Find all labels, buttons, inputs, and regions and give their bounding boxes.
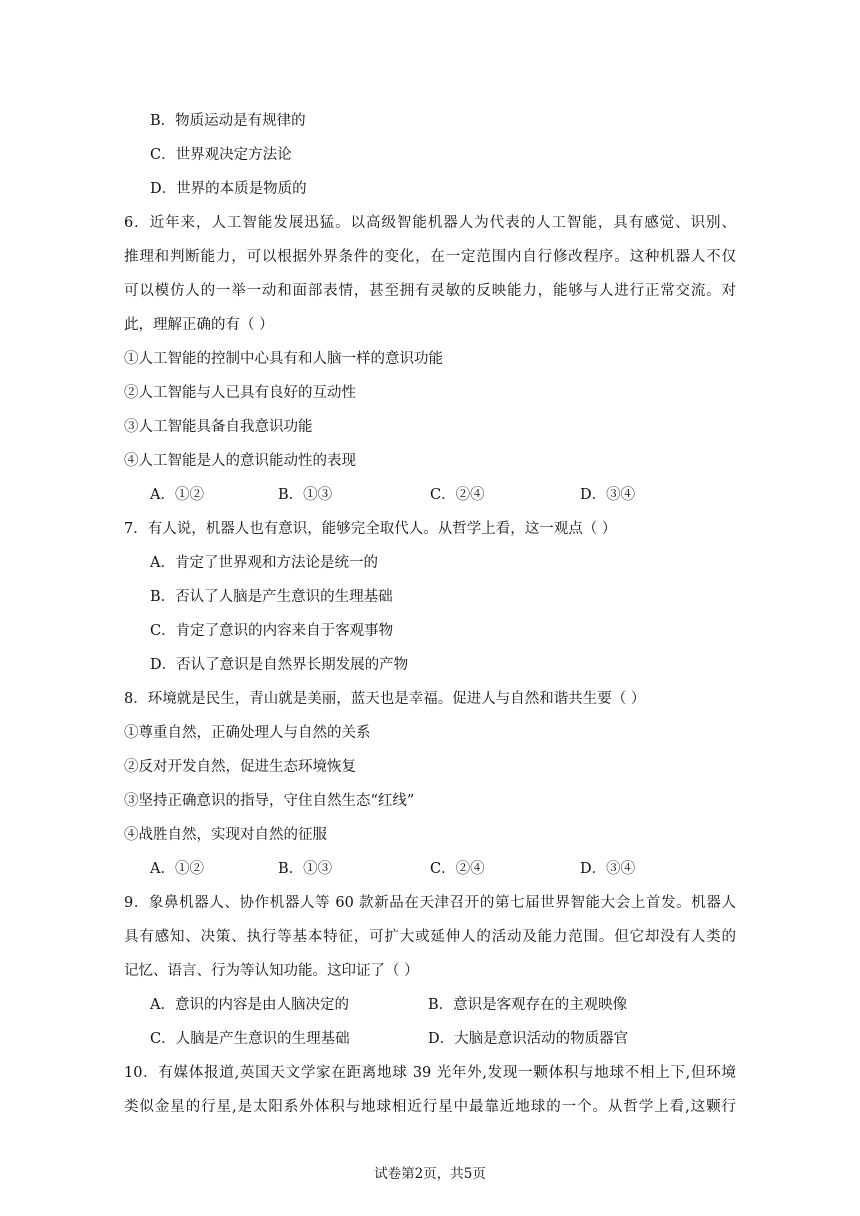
q9-choices-row	[150, 995, 710, 1015]
q10-stem-line: 类似金星的行星,是太阳系外体积与地球相近行星中最靠近地球的一个。从哲学上看,这颗行	[124, 1099, 736, 1115]
q8-stem: 8．环境就是民生，青山就是美丽，蓝天也是幸福。促进人与自然和谐共生要（ ）	[124, 691, 646, 707]
q5-option-c: C．世界观决定方法论	[150, 147, 292, 163]
q8-statement: ④战胜自然，实现对自然的征服	[124, 827, 327, 843]
q8-choice-c[interactable]: C．②④	[430, 861, 485, 877]
q8-choice-a[interactable]: A．①②	[150, 861, 204, 877]
q7-stem: 7．有人说，机器人也有意识，能够完全取代人。从哲学上看，这一观点（ ）	[124, 521, 617, 537]
q9-stem-line: 9．象鼻机器人、协作机器人等 60 款新品在天津召开的第七届世界智能大会上首发。机器人	[124, 895, 736, 911]
q6-choice-c[interactable]: C．②④	[430, 487, 485, 503]
q6-choice-b[interactable]: B．①③	[278, 487, 333, 503]
q7-option-c[interactable]: C．肯定了意识的内容来自于客观事物	[150, 623, 394, 639]
q6-statement: ②人工智能与人已具有良好的互动性	[124, 385, 356, 401]
q7-option-a[interactable]: A．肯定了世界观和方法论是统一的	[150, 555, 378, 571]
q6-choice-d[interactable]: D．③④	[580, 487, 636, 503]
q9-choice-d[interactable]: D．大脑是意识活动的物质器官	[428, 1031, 629, 1047]
q8-choices	[150, 859, 710, 879]
q6-statement: ①人工智能的控制中心具有和人脑一样的意识功能	[124, 351, 443, 367]
q9-choice-c[interactable]: C．人脑是产生意识的生理基础	[150, 1031, 350, 1047]
q6-choices	[150, 485, 710, 505]
q8-choice-b[interactable]: B．①③	[278, 861, 333, 877]
q9-choices-row	[150, 1029, 710, 1049]
q6-stem-line: 推理和判断能力，可以根据外界条件的变化，在一定范围内自行修改程序。这种机器人不仅	[124, 249, 736, 265]
q8-choice-d[interactable]: D．③④	[580, 861, 636, 877]
q6-statement: ④人工智能是人的意识能动性的表现	[124, 453, 356, 469]
q6-choice-a[interactable]: A．①②	[150, 487, 204, 503]
q8-statement: ①尊重自然，正确处理人与自然的关系	[124, 725, 371, 741]
q9-choice-b[interactable]: B．意识是客观存在的主观映像	[428, 997, 628, 1013]
q6-stem-line: 6．近年来，人工智能发展迅猛。以高级智能机器人为代表的人工智能，具有感觉、识别、	[124, 215, 736, 231]
page-footer: 试卷第2页，共5页	[374, 1166, 486, 1182]
q10-stem-line: 10．有媒体报道,英国天文学家在距离地球 39 光年外,发现一颗体积与地球不相上下,但环境	[124, 1065, 736, 1081]
q6-statement: ③人工智能具备自我意识功能	[124, 419, 313, 435]
q8-statement: ②反对开发自然，促进生态环境恢复	[124, 759, 356, 775]
q7-option-d[interactable]: D．否认了意识是自然界长期发展的产物	[150, 657, 409, 673]
q8-statement: ③坚持正确意识的指导，守住自然生态“红线”	[124, 793, 415, 809]
q9-stem-line: 具有感知、决策、执行等基本特征，可扩大或延伸人的活动及能力范围。但它却没有人类的	[124, 929, 736, 945]
q6-stem-line: 此，理解正确的有（ ）	[124, 317, 274, 333]
q5-option-b: B．物质运动是有规律的	[150, 113, 306, 129]
q6-stem-line: 可以模仿人的一举一动和面部表情，甚至拥有灵敏的反映能力，能够与人进行正常交流。对	[124, 283, 736, 299]
q9-choice-a[interactable]: A．意识的内容是由人脑决定的	[150, 997, 349, 1013]
q7-option-b[interactable]: B．否认了人脑是产生意识的生理基础	[150, 589, 393, 605]
q9-stem-line: 记忆、语言、行为等认知功能。这印证了（ ）	[124, 963, 419, 979]
q5-option-d: D．世界的本质是物质的	[150, 181, 307, 197]
